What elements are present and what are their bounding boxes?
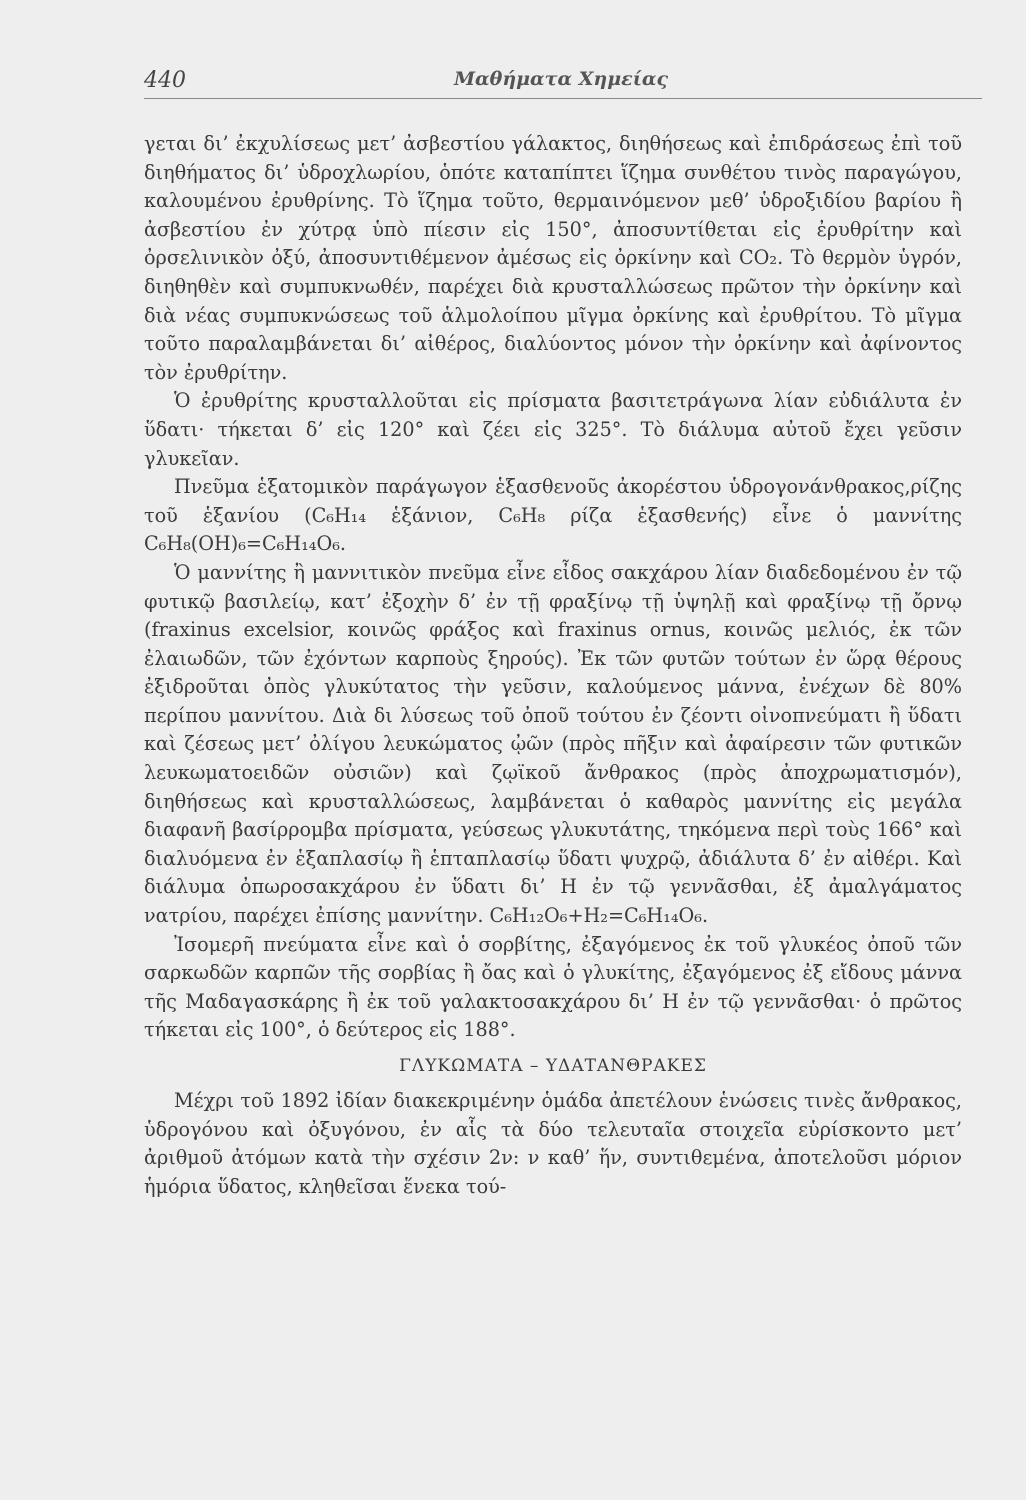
page-number: 440 (144, 68, 186, 93)
paragraph-erythritol-properties: Ὁ ἐρυθρίτης κρυσταλλοῦται εἰς πρίσματα βασιτετράγωνα λίαν εὐδιάλυτα ἐν ὕδατι· τήκεται δ’ εἰς 120° καὶ ζέει εἰς 325°. Τὸ διάλυμα αὐτοῦ ἔχει γεῦσιν γλυκεῖαν. (144, 389, 962, 470)
paragraph-hexatomic-alcohol: Πνεῦμα ἑξατομικὸν παράγωγον ἑξασθενοῦς ἀκορέστου ὑδρογονάνθρακος,ρίζης τοῦ ἑξανίου (C₆H₁₄ ἑξάνιον, C₆H₈ ρίζα ἑξασθενής) εἶνε ὁ μαννίτης C₆H₈(OH)₆=C₆H₁₄O₆. (144, 475, 962, 556)
paragraph-isomers: Ἰσομερῆ πνεύματα εἶνε καὶ ὁ σορβίτης, ἐξαγόμενος ἐκ τοῦ γλυκέος ὀποῦ τῶν σαρκωδῶν καρπῶν τῆς σορβίας ἢ ὄας καὶ ὁ γλυκίτης, ἐξαγόμενος ἐξ εἴδους μάννα τῆς Μαδαγασκάρης ἢ ἐκ τοῦ γαλακτοσακχάρου δι’ H ἐν τῷ γεννᾶσθαι· ὁ πρῶτος τήκεται εἰς 100°, ὁ δεύτερος εἰς 188°. (144, 932, 962, 1042)
paragraph-mannitol: Ὁ μαννίτης ἢ μαννιτικὸν πνεῦμα εἶνε εἶδος σακχάρου λίαν διαδεδομένου ἐν τῷ φυτικῷ βασιλείῳ, κατ’ ἐξοχὴν δ’ ἐν τῇ φραξίνῳ τῇ ὑψηλῇ καὶ φραξίνῳ τῇ ὄρνῳ (fraxinus excelsior, κοινῶς φράξος καὶ fraxinus ornus, κοινῶς μελιός, ἐκ τῶν ἐλαιωδῶν, τῶν ἐχόντων καρποὺς ξηρούς). Ἐκ τῶν φυτῶν τούτων ἐν ὥρᾳ θέρους ἐξιδροῦται ὀπὸς γλυκύτατος τὴν γεῦσιν, καλούμενος μάννα, ἐνέχων δὲ 80% περίπου μαννίτου. Διὰ δι λύσεως τοῦ ὀποῦ τούτου ἐν ζέοντι οἰνοπνεύματι ἢ ὕδατι καὶ ζέσεως μετ’ ὀλίγου λευκώματος ᾠῶν (πρὸς πῆξιν καὶ ἀφαίρεσιν τῶν φυτικῶν λευκωματοειδῶν οὐσιῶν) καὶ ζῳϊκοῦ ἄνθρακος (πρὸς ἀποχρωματισμόν), διηθήσεως καὶ κρυσταλλώσεως, λαμβάνεται ὁ καθαρὸς μαννίτης εἰς μεγάλα διαφανῆ βασίρρομβα πρίσματα, γεύσεως γλυκυτάτης, τηκόμενα περὶ τοὺς 166° καὶ διαλυόμενα ἐν ἑξαπλασίῳ ἢ ἑπταπλασίῳ ὕδατι ψυχρῷ, ἀδιάλυτα δ’ ἐν αἰθέρι. Καὶ διάλυμα ὀπωροσακχάρου ἐν ὕδατι δι’ H ἐν τῷ γεννᾶσθαι, ἐξ ἀμαλγάματος νατρίου, παρέχει ἐπίσης μαννίτην. C₆H₁₂O₆+H₂=C₆H₁₄O₆. (144, 560, 962, 928)
page-header (144, 68, 962, 94)
body-text (144, 130, 962, 1201)
header-rule (144, 98, 982, 99)
running-title: Μαθήματα Χημείας (454, 68, 669, 90)
paragraph-erythrin-preparation: γεται δι’ ἐκχυλίσεως μετ’ ἀσβεστίου γάλακτος, διηθήσεως καὶ ἐπιδράσεως ἐπὶ τοῦ διηθήματος δι’ ὑδροχλωρίου, ὁπότε καταπίπτει ἵζημα συνθέτου τινὸς παραγώγου, καλουμένου ἐρυθρίνης. Τὸ ἵζημα τοῦτο, θερμαινόμενον μεθ’ ὑδροξιδίου βαρίου ἢ ἀσβεστίου ἐν χύτρᾳ ὑπὸ πίεσιν εἰς 150°, ἀποσυντίθεται εἰς ἐρυθρίτην καὶ ὀρσελινικὸν ὀξύ, ἀποσυντιθέμενον ἀμέσως εἰς ὀρκίνην καὶ CO₂. Τὸ θερμὸν ὑγρόν, διηθηθὲν καὶ συμπυκνωθέν, παρέχει διὰ κρυσταλλώσεως πρῶτον τὴν ὀρκίνην καὶ διὰ νέας συμπυκνώσεως τοῦ ἁλμολοίπου μῖγμα ὀρκίνης καὶ ἐρυθρίτου. Τὸ μῖγμα τοῦτο παραλαμβάνεται δι’ αἰθέρος, διαλύοντος μόνον τὴν ὀρκίνην καὶ ἀφίνοντος τὸν ἐρυθρίτην. (144, 132, 962, 384)
section-title: ΓΛΥΚΩΜΑΤΑ – ΥΔΑΤΑΝΘΡΑΚΕΣ (399, 1056, 707, 1076)
paragraph-carbohydrates-intro: Μέχρι τοῦ 1892 ἰδίαν διακεκριμένην ὁμάδα ἀπετέλουν ἑνώσεις τινὲς ἄνθρακος, ὑδρογόνου καὶ ὀξυγόνου, ἐν αἷς τὰ δύο τελευταῖα στοιχεῖα εὑρίσκοντο μετ’ ἀριθμοῦ ἀτόμων κατὰ τὴν σχέσιν 2ν: ν καθ’ ἥν, συντιθεμένα, ἀποτελοῦσι μόριον ἡμόρια ὕδατος, κληθεῖσαι ἕνεκα τού- (144, 1089, 962, 1198)
